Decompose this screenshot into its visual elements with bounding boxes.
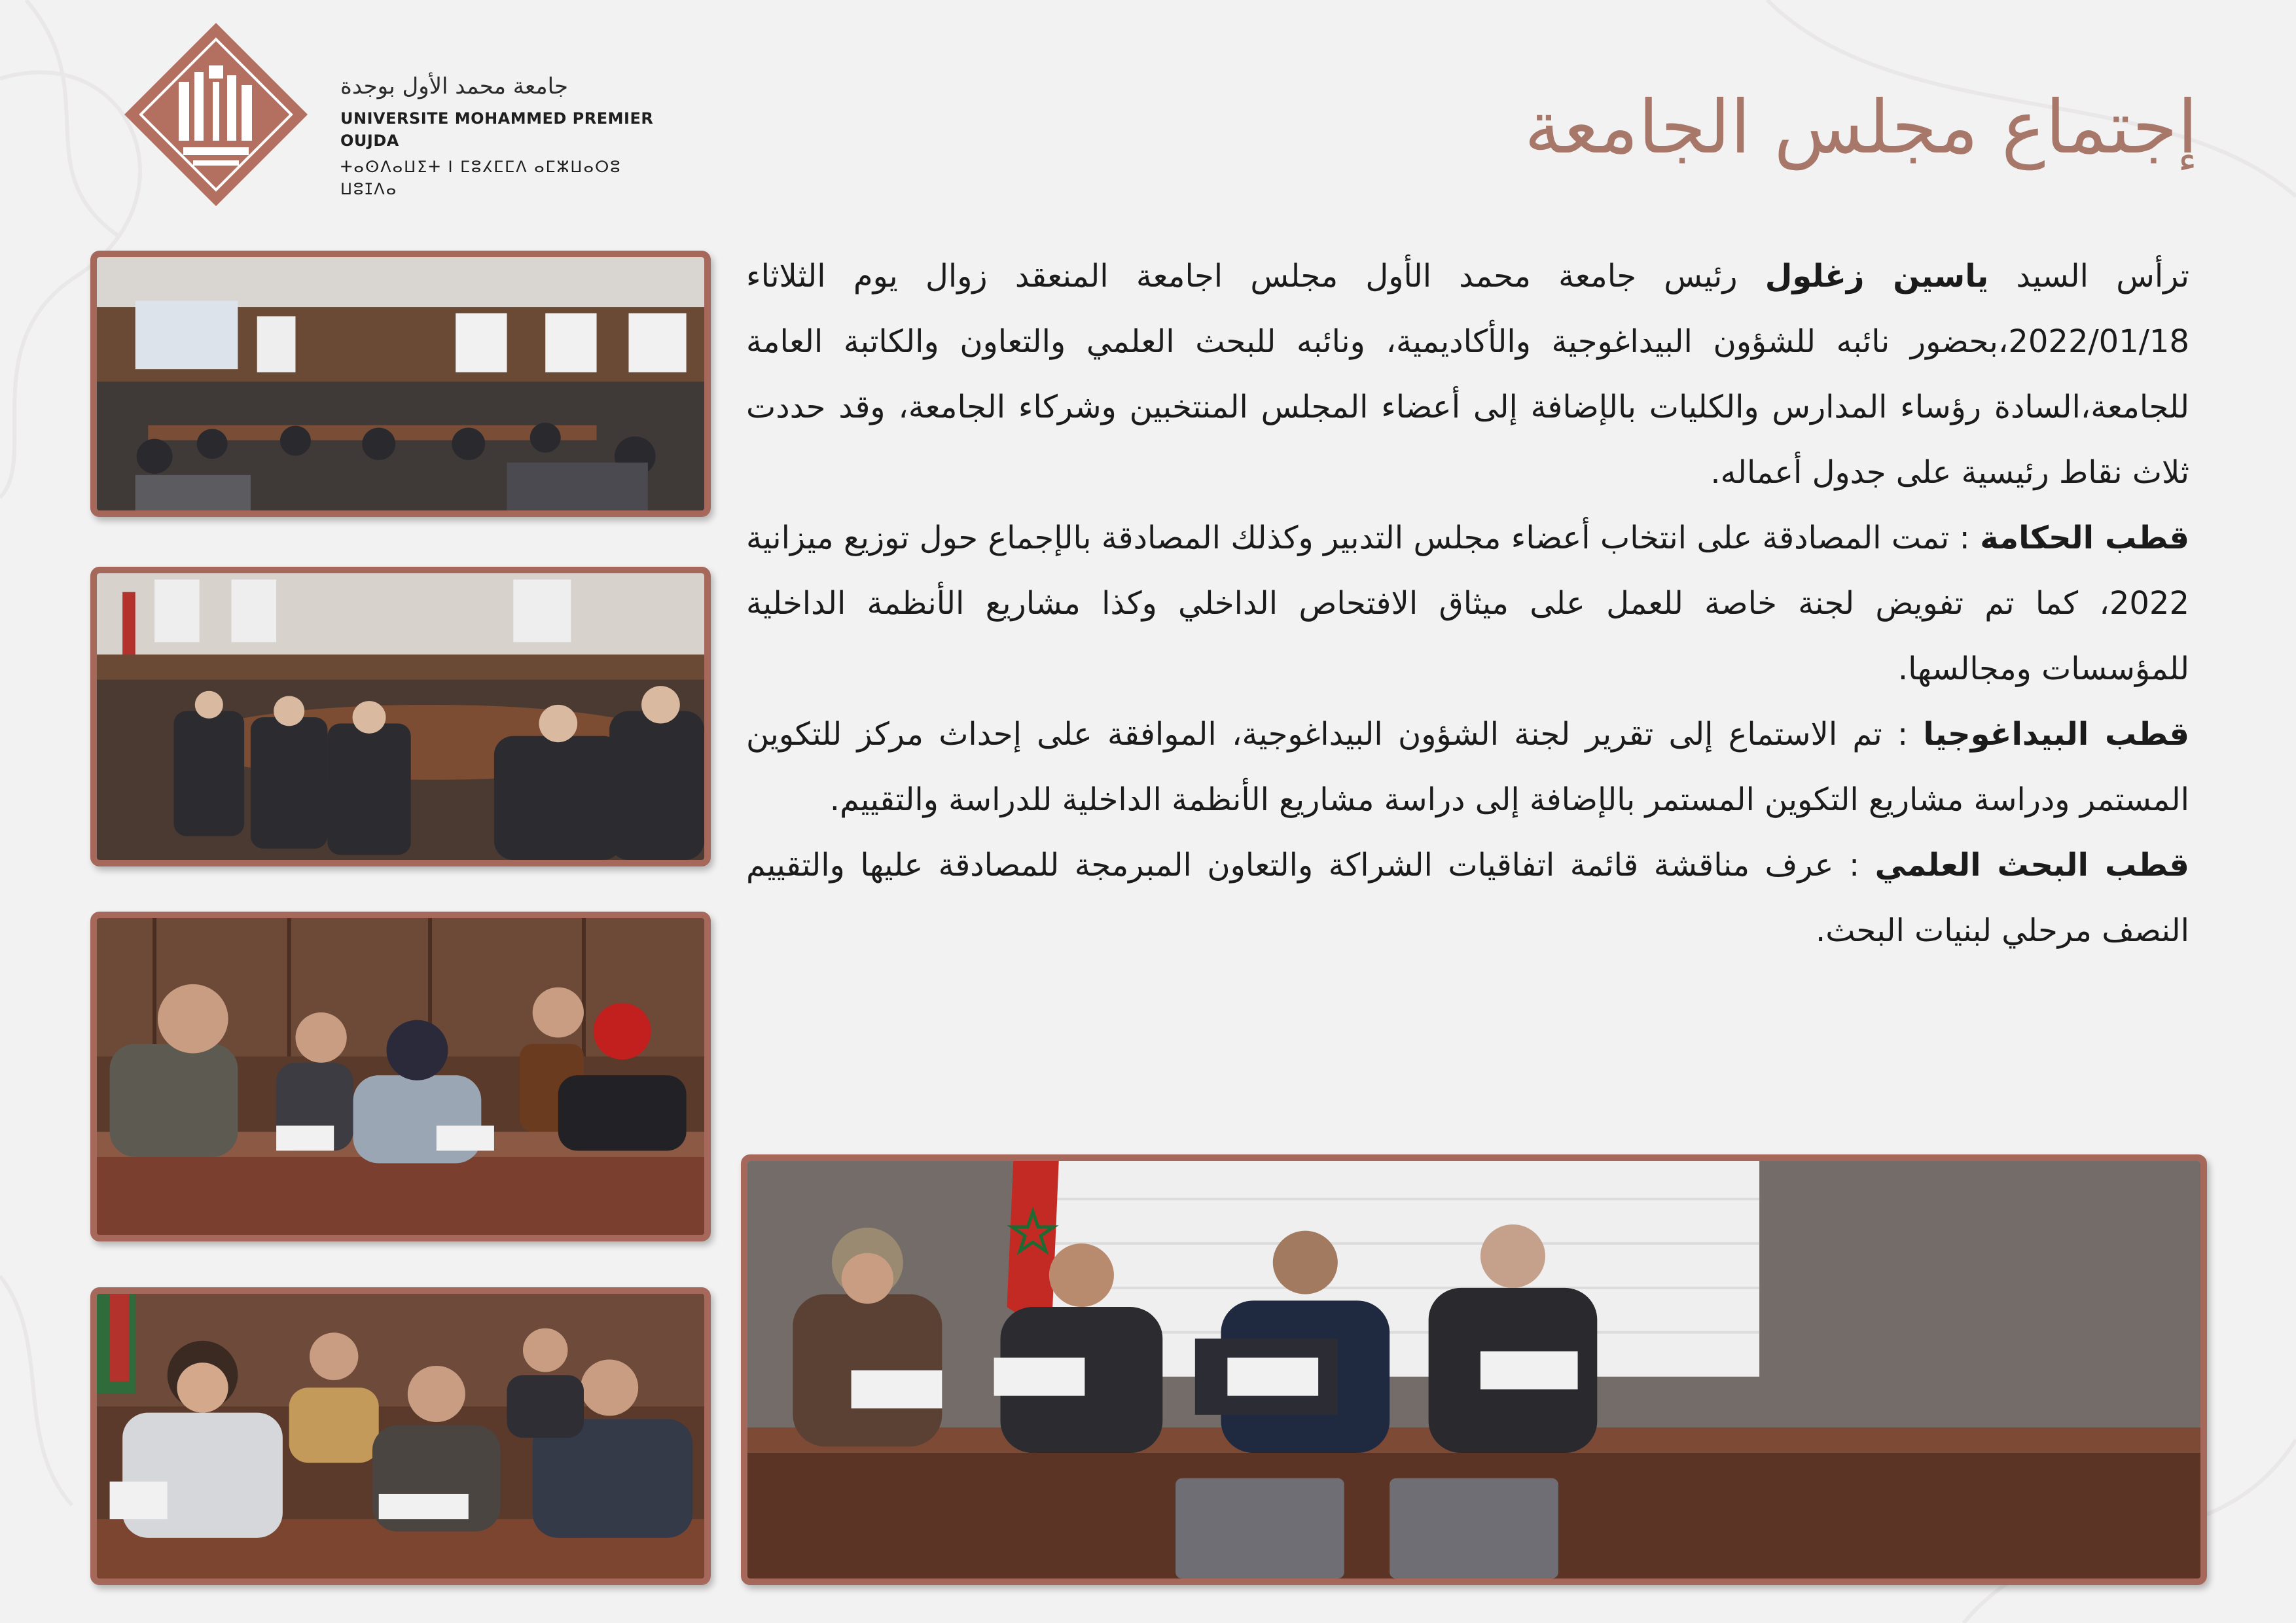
research-paragraph	[746, 832, 2189, 963]
pedagogy-paragraph	[746, 702, 2189, 832]
intro-paragraph	[746, 243, 2189, 505]
meeting-photo-room-overview	[90, 251, 711, 517]
university-emblem-icon	[121, 20, 311, 209]
governance-text: : تمت المصادقة على انتخاب أعضاء مجلس التدبير وكذلك المصادقة بالإجماع حول توزيع ميزانية 2022، كما تم تفويض لجنة خاصة للعمل على ميثاق الافتحاص الداخلي وكذا مشاريع الأنظمة الداخلية للمؤسسات ومجالسها.	[746, 520, 2189, 687]
article-body	[746, 243, 2189, 1094]
pedagogy-text: : تم الاستماع إلى تقرير لجنة الشؤون البيداغوجية، الموافقة على إحداث مركز للتكوين المستمر ودراسة مشاريع التكوين المستمر بالإضافة إلى دراسة مشاريع الأنظمة الداخلية للدراسة والتقييم.	[746, 716, 2189, 818]
pedagogy-heading: قطب البيداغوجيا	[1923, 716, 2190, 753]
meeting-photo-participants	[90, 912, 711, 1241]
meeting-photo-table-view	[90, 567, 711, 866]
research-heading: قطب البحث العلمي	[1874, 847, 2189, 883]
university-name-block	[340, 72, 655, 200]
university-logo	[121, 20, 658, 209]
university-name-arabic: جامعة محمد الأول بوجدة	[340, 73, 568, 99]
governance-heading: قطب الحكامة	[1980, 520, 2190, 556]
page-title: إجتماع مجلس الجامعة	[1524, 85, 2198, 170]
research-text: : عرف مناقشة قائمة اتفاقيات الشراكة والتعاون المبرمجة للمصادقة عليها والتقييم النصف مرحلي لبنيات البحث.	[746, 847, 2189, 949]
president-name: ياسين زغلول	[1765, 258, 1989, 294]
intro-before-name: ترأس السيد	[1988, 258, 2190, 294]
governance-paragraph	[746, 505, 2189, 702]
meeting-photo-head-table	[741, 1154, 2207, 1585]
university-name-tifinagh: ⵜⴰⵙⴷⴰⵡⵉⵜ ⵏ ⵎⵓⵃⵎⵎⴷ ⴰⵎⵣⵡⴰⵔⵓ ⵡⵓⵊⴷⴰ	[340, 158, 622, 198]
meeting-photo-members	[90, 1287, 711, 1585]
university-name-french: UNIVERSITE MOHAMMED PREMIER OUJDA	[340, 109, 654, 150]
intro-text: رئيس جامعة محمد الأول مجلس اجامعة المنعقد زوال يوم الثلاثاء 2022/01/18،بحضور نائبه للشؤون البيداغوجية والأكاديمية، ونائبه للبحث العلمي والتعاون والكاتبة العامة للجامعة،السادة رؤساء المدارس والكليات بالإضافة إلى أعضاء المجلس المنتخبين وشركاء الجامعة، وقد حددت ثلاث نقاط رئيسية على جدول أعماله.	[746, 258, 2189, 491]
